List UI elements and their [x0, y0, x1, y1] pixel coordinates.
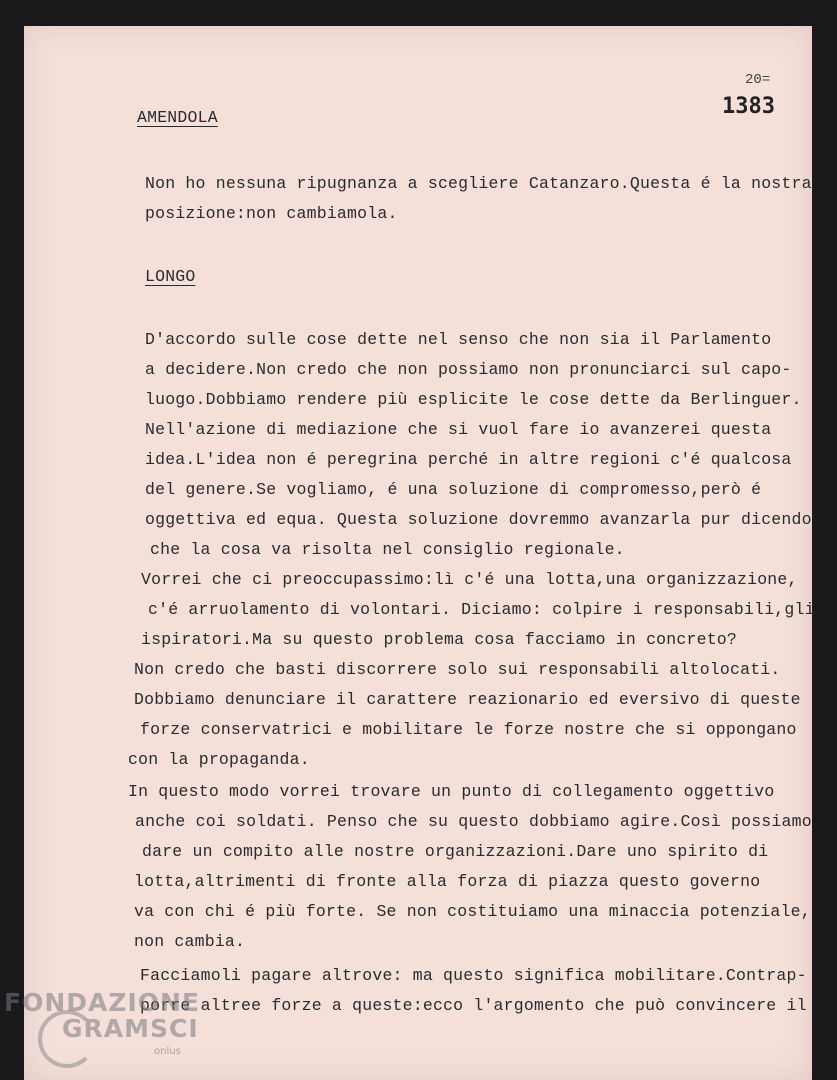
watermark-suffix: onlus	[154, 1046, 181, 1057]
text-line: che la cosa va risolta nel consiglio regionale.	[150, 540, 625, 559]
text-line: con la propaganda.	[128, 750, 310, 769]
speaker-longo: LONGO	[145, 267, 196, 286]
text-line: Dobbiamo denunciare il carattere reazionario ed eversivo di queste	[134, 690, 801, 709]
text-line: lotta,altrimenti di fronte alla forza di piazza questo governo	[134, 872, 761, 891]
watermark-line1: FONDAZIONE	[4, 988, 201, 1017]
text-line: anche coi soldati. Penso che su questo dobbiamo agire.Così possiamo	[135, 812, 812, 831]
text-line: Facciamoli pagare altrove: ma questo significa mobilitare.Contrap-	[140, 966, 807, 985]
text-line: non cambia.	[134, 932, 246, 951]
watermark-line2: GRAMSCI	[62, 1014, 199, 1043]
text-line: D'accordo sulle cose dette nel senso che non sia il Parlamento	[145, 330, 772, 349]
text-line: a decidere.Non credo che non possiamo non pronunciarci sul capo-	[145, 360, 792, 379]
text-line: oggettiva ed equa. Questa soluzione dovremmo avanzarla pur dicendo	[145, 510, 812, 529]
fondazione-gramsci-watermark	[4, 986, 234, 1076]
speaker-amendola: AMENDOLA	[137, 108, 218, 127]
text-line: Vorrei che ci preoccupassimo:lì c'é una lotta,una organizzazione,	[141, 570, 798, 589]
text-line: forze conservatrici e mobilitare le forze nostre che si oppongano	[140, 720, 797, 739]
text-line: luogo.Dobbiamo rendere più esplicite le cose dette da Berlinguer.	[145, 390, 802, 409]
page-count: 20=	[745, 72, 771, 88]
text-line: posizione:non cambiamola.	[145, 204, 398, 223]
page-number: 1383	[722, 94, 775, 119]
text-line: Non credo che basti discorrere solo sui responsabili altolocati.	[134, 660, 781, 679]
text-line: dare un compito alle nostre organizzazioni.Dare uno spirito di	[142, 842, 769, 861]
text-line: del genere.Se vogliamo, é una soluzione di compromesso,però é	[145, 480, 762, 499]
text-line: Nell'azione di mediazione che si vuol fare io avanzerei questa	[145, 420, 772, 439]
text-line: c'é arruolamento di volontari. Diciamo: colpire i responsabili,gli	[148, 600, 815, 619]
text-line: In questo modo vorrei trovare un punto di collegamento oggettivo	[128, 782, 775, 801]
text-line: Non ho nessuna ripugnanza a scegliere Catanzaro.Questa é la nostra	[145, 174, 812, 193]
text-line: ispiratori.Ma su questo problema cosa facciamo in concreto?	[141, 630, 737, 649]
text-line: idea.L'idea non é peregrina perché in altre regioni c'é qualcosa	[145, 450, 792, 469]
text-line: va con chi é più forte. Se non costituiamo una minaccia potenziale,	[134, 902, 811, 921]
text-line: porre altree forze a queste:ecco l'argomento che può convincere il	[140, 996, 807, 1015]
typewritten-page	[24, 26, 815, 1080]
